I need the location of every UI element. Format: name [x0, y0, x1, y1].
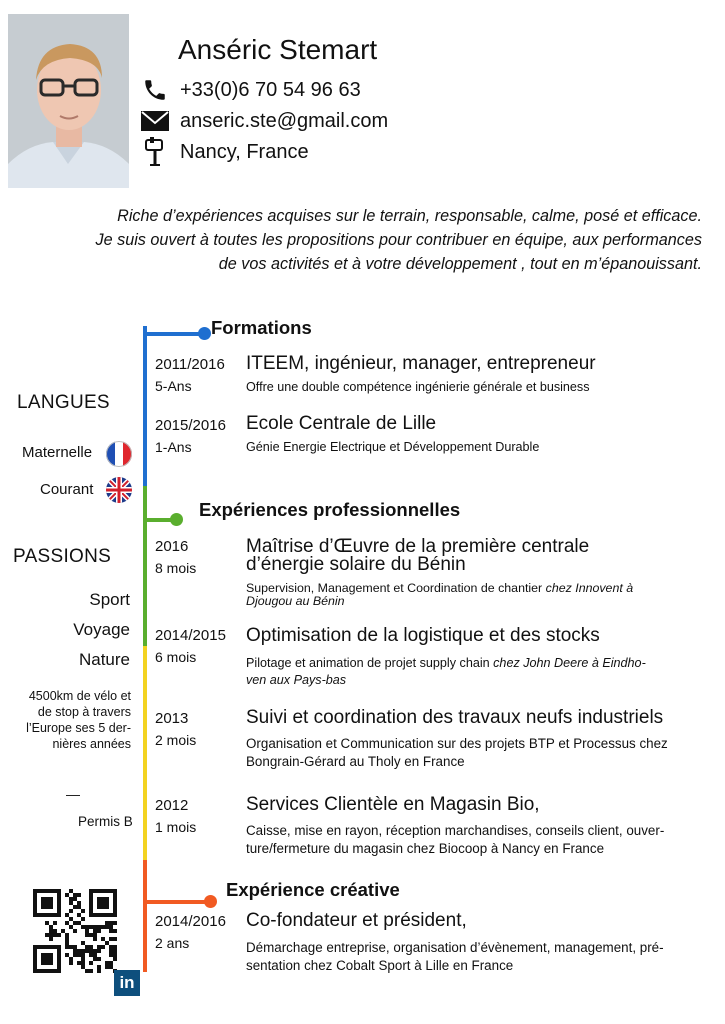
- email-text[interactable]: anseric.ste@gmail.com: [180, 109, 389, 132]
- location-text: Nancy, France: [180, 140, 309, 163]
- entry-duration: 1-Ans: [155, 439, 192, 455]
- location-row: [140, 137, 309, 167]
- desc-line: Caisse, mise en rayon, réception marchandises, conseils client, ouver-: [246, 823, 665, 838]
- phone-icon: [140, 77, 170, 103]
- travel-line: l’Europe ses 5 der-: [26, 721, 131, 735]
- creative-dot: [204, 895, 217, 908]
- languages-heading: LANGUES: [17, 392, 110, 413]
- separator-dash: —: [66, 786, 80, 802]
- entry-years: 2015/2016: [155, 417, 226, 434]
- intro-line: Je suis ouvert à toutes les propositions pour contribuer en équipe, aux performances: [95, 231, 702, 249]
- creative-heading: Expérience créative: [226, 879, 400, 900]
- entry-description: Génie Energie Electrique et Développement Durable: [246, 440, 540, 454]
- entry-description: Offre une double compétence ingénierie générale et business: [246, 380, 590, 394]
- passion-item: Nature: [78, 650, 130, 669]
- phone-row: [140, 75, 361, 105]
- language-fluent-label: Courant: [40, 481, 94, 498]
- entry-duration: 2 ans: [155, 935, 190, 951]
- desc-company: chez John Deere à Eindho-: [489, 656, 646, 670]
- formations-dot: [198, 327, 211, 340]
- entry-years: 2011/2016: [155, 356, 225, 373]
- entry-years: 2014/2016: [155, 913, 226, 930]
- entry-duration: 1 mois: [155, 819, 197, 835]
- candidate-name: Anséric Stemart: [178, 34, 378, 65]
- travel-line: 4500km de vélo et: [28, 689, 131, 703]
- entry-description: [246, 939, 664, 975]
- desc-line: ture/fermeture du magasin chez Biocoop à Nancy en France: [246, 841, 605, 856]
- linkedin-icon[interactable]: in: [114, 970, 140, 996]
- passions-heading: PASSIONS: [13, 546, 112, 567]
- formations-timeline-bar: [143, 326, 147, 486]
- entry-duration: 5-Ans: [155, 378, 192, 394]
- entry-years: 2014/2015: [155, 627, 226, 644]
- entry-title: Suivi et coordination des travaux neufs industriels: [246, 707, 664, 728]
- mailbox-icon: [140, 139, 170, 165]
- formations-connector: [143, 332, 203, 336]
- entry-years: 2013: [155, 710, 189, 727]
- desc-line: Bongrain-Gérard au Tholy en France: [246, 754, 465, 769]
- entry-title: Services Clientèle en Magasin Bio,: [246, 794, 540, 815]
- experience-heading: Expériences professionnelles: [199, 499, 461, 520]
- qr-code[interactable]: [33, 889, 117, 973]
- entry-description: [246, 582, 633, 608]
- entry-description: [246, 735, 668, 771]
- email-row: [140, 106, 388, 136]
- creative-timeline-bar: [143, 860, 147, 972]
- entry-years: 2016: [155, 538, 189, 555]
- travel-line: nières années: [52, 737, 131, 751]
- france-flag-icon: [106, 441, 132, 467]
- desc-company: Djougou au Bénin: [246, 594, 345, 608]
- desc-line: sentation chez Cobalt Sport à Lille en France: [246, 958, 514, 973]
- entry-duration: 6 mois: [155, 649, 197, 665]
- language-native-label: Maternelle: [22, 444, 93, 461]
- desc-text: Supervision, Management et Coordination de chantier: [246, 581, 543, 595]
- envelope-icon: [140, 108, 170, 134]
- entry-title: [246, 538, 589, 574]
- passion-item: Voyage: [73, 620, 130, 639]
- desc-company: chez Innovent à: [542, 581, 634, 595]
- portrait-image: [8, 14, 129, 188]
- intro-line: de vos activités et à votre développement , tout en m’épanouissant.: [218, 255, 702, 273]
- phone-text: +33(0)6 70 54 96 63: [180, 78, 361, 101]
- creative-connector: [143, 900, 209, 904]
- entry-description: [246, 655, 646, 689]
- experience-dot: [170, 513, 183, 526]
- profile-photo: [8, 14, 129, 188]
- passion-item: Sport: [89, 590, 130, 609]
- experience-timeline-bar-2: [143, 646, 147, 860]
- entry-duration: 2 mois: [155, 732, 197, 748]
- travel-line: de stop à travers: [37, 705, 131, 719]
- desc-company: ven aux Pays-bas: [246, 673, 347, 687]
- entry-title: ITEEM, ingénieur, manager, entrepreneur: [246, 353, 596, 374]
- intro-line: Riche d’expériences acquises sur le terrain, responsable, calme, posé et efficace.: [117, 207, 702, 225]
- passions-list: [10, 585, 130, 675]
- travel-note: [6, 688, 131, 752]
- uk-flag-icon: [106, 477, 132, 503]
- entry-years: 2012: [155, 797, 189, 814]
- experience-timeline-bar: [143, 486, 147, 646]
- driving-license: Permis B: [78, 814, 133, 829]
- intro-paragraph: [20, 204, 702, 276]
- entry-title: Co-fondateur et président,: [246, 910, 467, 931]
- desc-line: Démarchage entreprise, organisation d’évènement, management, pré-: [246, 940, 664, 955]
- formations-heading: Formations: [211, 317, 312, 338]
- entry-duration: 8 mois: [155, 560, 197, 576]
- desc-text: Pilotage et animation de projet supply chain: [246, 656, 490, 670]
- entry-title: Ecole Centrale de Lille: [246, 413, 437, 434]
- entry-title-line: Maîtrise d’Œuvre de la première centrale: [246, 536, 590, 557]
- entry-title-line: d’énergie solaire du Bénin: [246, 554, 466, 575]
- entry-description: [246, 822, 664, 858]
- desc-line: Organisation et Communication sur des projets BTP et Processus chez: [246, 736, 668, 751]
- entry-title: Optimisation de la logistique et des stocks: [246, 625, 600, 646]
